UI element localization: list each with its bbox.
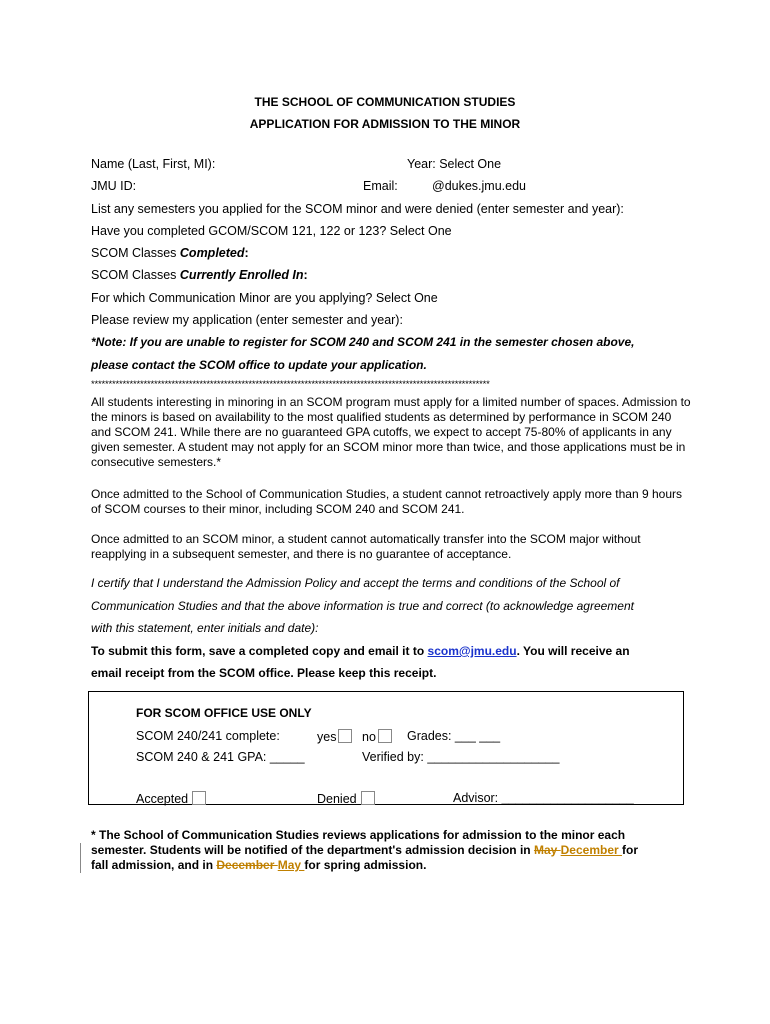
accepted-option [136, 791, 206, 806]
note-text-1: *Note: If you are unable to register for SCOM 240 and SCOM 241 in the semester chosen above, [91, 335, 635, 349]
footer-line-1: * The School of Communication Studies reviews applications for admission to the minor each [91, 828, 626, 842]
yes-label: yes [317, 730, 337, 744]
denied-option [317, 791, 375, 806]
inserted-month: December [560, 843, 623, 857]
classes-completed-prefix: SCOM Classes [91, 246, 180, 260]
yes-option [317, 729, 352, 744]
advisor-field[interactable]: Advisor: ___________________ [453, 791, 634, 805]
yes-checkbox[interactable] [338, 729, 352, 743]
accepted-checkbox[interactable] [192, 791, 206, 805]
year-select[interactable]: Year: Select One [407, 157, 502, 171]
certify-line-2: Communication Studies and that the above information is true and correct (to acknowledge agreement [91, 599, 634, 613]
gpa-field[interactable]: SCOM 240 & 241 GPA: _____ [136, 750, 305, 764]
classes-enrolled-prefix: SCOM Classes [91, 268, 180, 282]
footer-line-2-text: semester. Students will be notified of the department's admission decision in [91, 843, 534, 857]
jmu-id-label: JMU ID: [91, 179, 137, 193]
grades-field[interactable]: Grades: ___ ___ [407, 729, 501, 743]
accepted-label: Accepted [136, 792, 189, 806]
scom-complete-label: SCOM 240/241 complete: [136, 729, 280, 743]
policy-paragraph-1: All students interesting in minoring in an SCOM program must apply for a limited number of spaces. Admission to the minors is based on availability to the most qualified students as determined by performance in SCOM 240 and SCOM 241. While there are no guaranteed GPA cutoffs, we expect to accept 75-80% of applicants in any given semester. A student may not apply for an SCOM minor more than twice, and those applications must be in consecutive semesters.* [91, 395, 691, 469]
deleted-month-2: December [216, 858, 278, 872]
submit-instructions [91, 644, 630, 658]
footer-line-2-suffix: for [622, 843, 639, 857]
policy-paragraph-3: Once admitted to an SCOM minor, a student cannot automatically transfer into the SCOM major without reapplying in a subsequent semester, and there is no guarantee of acceptance. [91, 532, 641, 561]
footer-line-3-suffix: for spring admission. [304, 858, 427, 872]
certify-line-3: with this statement, enter initials and date): [91, 621, 319, 635]
classes-completed-emphasis: Completed [179, 246, 245, 260]
no-checkbox[interactable] [378, 729, 392, 743]
name-label: Name (Last, First, MI): [91, 157, 216, 171]
gcom-select[interactable]: Have you completed GCOM/SCOM 121, 122 or 123? Select One [91, 224, 452, 238]
note-line-1 [91, 335, 634, 349]
footer-line-3 [91, 858, 426, 872]
footer-line-2 [91, 843, 638, 857]
classes-completed-label [91, 246, 249, 260]
form-title: THE SCHOOL OF COMMUNICATION STUDIES [254, 95, 516, 109]
no-label: no [362, 730, 376, 744]
email-label: Email: [363, 179, 398, 193]
denied-semesters-label: List any semesters you applied for the SCOM minor and were denied (enter semester and year): [91, 202, 624, 216]
office-use-heading: FOR SCOM OFFICE USE ONLY [136, 706, 312, 720]
policy-paragraph-2: Once admitted to the School of Communication Studies, a student cannot retroactively apply more than 9 hours of SCOM courses to their minor, including SCOM 240 and SCOM 241. [91, 487, 682, 516]
scom-email-link[interactable]: scom@jmu.edu [427, 644, 517, 658]
inserted-month-2: May [277, 858, 305, 872]
classes-enrolled-emphasis: Currently Enrolled In [179, 268, 304, 282]
verified-by-field[interactable]: Verified by: ___________________ [362, 750, 560, 764]
revision-bar [80, 843, 81, 873]
form-subtitle: APPLICATION FOR ADMISSION TO THE MINOR [249, 117, 521, 131]
email-field[interactable]: @dukes.jmu.edu [432, 179, 526, 193]
submit-suffix: . You will receive an [516, 644, 630, 658]
certify-line-1: I certify that I understand the Admission Policy and accept the terms and conditions of the School of [91, 576, 620, 590]
footer-line-3-text: fall admission, and in [91, 858, 217, 872]
classes-enrolled-colon: : [303, 268, 308, 282]
minor-select[interactable]: For which Communication Minor are you applying? Select One [91, 291, 438, 305]
no-option [362, 729, 392, 744]
separator: ****************************************************************************************************************** [91, 379, 490, 390]
note-text-2: please contact the SCOM office to update your application. [91, 358, 427, 372]
deleted-month: May [533, 843, 561, 857]
submit-prefix: To submit this form, save a completed copy and email it to [91, 644, 428, 658]
classes-enrolled-label [91, 268, 308, 282]
note-line-2 [91, 358, 427, 372]
denied-checkbox[interactable] [361, 791, 375, 805]
submit-receipt-note: email receipt from the SCOM office. Please keep this receipt. [91, 666, 437, 680]
classes-completed-colon: : [244, 246, 249, 260]
review-label: Please review my application (enter semester and year): [91, 313, 403, 327]
denied-label: Denied [317, 792, 357, 806]
